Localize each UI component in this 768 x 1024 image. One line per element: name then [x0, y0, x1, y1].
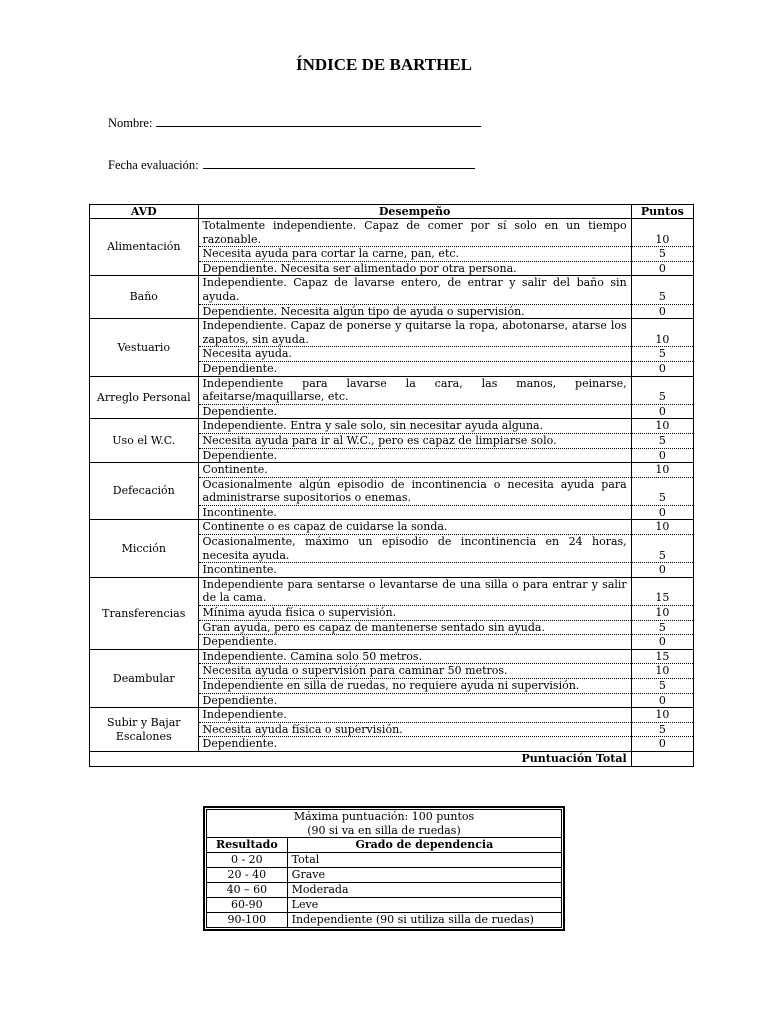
points-cell: 0	[631, 361, 693, 376]
scale-result-cell: 60-90	[207, 898, 288, 913]
points-cell: 0	[631, 304, 693, 319]
scale-degree-cell: Moderada	[287, 883, 561, 898]
name-field	[108, 114, 481, 131]
table-row	[90, 219, 694, 247]
performance-cell: Dependiente.	[198, 448, 631, 463]
performance-cell: Necesita ayuda para ir al W.C., pero es capaz de limpiarse solo.	[198, 433, 631, 448]
name-line[interactable]	[156, 114, 481, 127]
date-label: Fecha evaluación:	[108, 158, 199, 172]
points-cell: 10	[631, 708, 693, 723]
scale-row	[207, 883, 562, 898]
scale-table	[206, 809, 562, 928]
avd-cell: Vestuario	[90, 319, 199, 376]
points-cell: 5	[631, 679, 693, 694]
performance-cell: Continente.	[198, 463, 631, 478]
table-row	[90, 708, 694, 723]
avd-cell: Transferencias	[90, 577, 199, 649]
avd-cell: Baño	[90, 276, 199, 319]
scale-row	[207, 868, 562, 883]
performance-cell: Incontinente.	[198, 505, 631, 520]
performance-cell: Ocasionalmente algún episodio de incontinencia o necesita ayuda para administrarse supositorios o enemas.	[198, 477, 631, 505]
points-cell: 10	[631, 463, 693, 478]
table-body	[90, 219, 694, 752]
header-performance: Desempeño	[198, 205, 631, 219]
avd-cell: Alimentación	[90, 219, 199, 276]
points-cell: 5	[631, 535, 693, 563]
performance-cell: Independiente. Camina solo 50 metros.	[198, 649, 631, 664]
performance-cell: Ocasionalmente, máximo un episodio de incontinencia en 24 horas, necesita ayuda.	[198, 535, 631, 563]
avd-cell: Subir y Bajar Escalones	[90, 708, 199, 752]
performance-cell: Independiente para lavarse la cara, las manos, peinarse, afeitarse/maquillarse, etc.	[198, 376, 631, 404]
points-cell: 10	[631, 219, 693, 247]
performance-cell: Mínima ayuda física o supervisión.	[198, 606, 631, 621]
scale-max-cell	[207, 810, 562, 838]
points-cell: 0	[631, 261, 693, 276]
document-title: ÍNDICE DE BARTHEL	[295, 55, 473, 74]
scale-result-cell: 90-100	[207, 913, 288, 928]
performance-cell: Dependiente. Necesita algún tipo de ayuda o supervisión.	[198, 304, 631, 319]
performance-cell: Independiente.	[198, 708, 631, 723]
points-cell: 15	[631, 649, 693, 664]
points-cell: 0	[631, 737, 693, 752]
points-cell: 0	[631, 635, 693, 650]
performance-cell: Independiente para sentarse o levantarse de una silla o para entrar y salir de la cama.	[198, 577, 631, 605]
performance-cell: Independiente en silla de ruedas, no requiere ayuda ni supervisión.	[198, 679, 631, 694]
points-cell: 10	[631, 419, 693, 434]
scale-header-result: Resultado	[207, 838, 288, 853]
performance-cell: Necesita ayuda para cortar la carne, pan, etc.	[198, 247, 631, 262]
points-cell: 5	[631, 276, 693, 304]
scale-header-row	[207, 838, 562, 853]
performance-cell: Necesita ayuda física o supervisión.	[198, 722, 631, 737]
barthel-table	[89, 204, 694, 767]
avd-cell: Defecación	[90, 463, 199, 520]
table-row	[90, 419, 694, 434]
performance-cell: Continente o es capaz de cuidarse la sonda.	[198, 520, 631, 535]
performance-cell: Totalmente independiente. Capaz de comer por sí solo en un tiempo razonable.	[198, 219, 631, 247]
total-label: Puntuación Total	[90, 751, 632, 766]
points-cell: 0	[631, 404, 693, 419]
points-cell: 5	[631, 376, 693, 404]
performance-cell: Gran ayuda, pero es capaz de mantenerse sentado sin ayuda.	[198, 620, 631, 635]
table-header-row	[90, 205, 694, 219]
avd-cell: Uso el W.C.	[90, 419, 199, 463]
points-cell: 10	[631, 520, 693, 535]
performance-cell: Necesita ayuda.	[198, 347, 631, 362]
points-cell: 5	[631, 433, 693, 448]
points-cell: 5	[631, 620, 693, 635]
performance-cell: Independiente. Entra y sale solo, sin necesitar ayuda alguna.	[198, 419, 631, 434]
total-row	[90, 751, 694, 766]
date-field	[108, 156, 475, 173]
performance-cell: Incontinente.	[198, 563, 631, 578]
table-row	[90, 649, 694, 664]
performance-cell: Dependiente. Necesita ser alimentado por otra persona.	[198, 261, 631, 276]
points-cell: 0	[631, 505, 693, 520]
points-cell: 10	[631, 606, 693, 621]
scale-result-cell: 20 - 40	[207, 868, 288, 883]
table-row	[90, 376, 694, 404]
points-cell: 5	[631, 347, 693, 362]
performance-cell: Independiente. Capaz de lavarse entero, de entrar y salir del baño sin ayuda.	[198, 276, 631, 304]
scale-degree-cell: Leve	[287, 898, 561, 913]
header-avd: AVD	[90, 205, 199, 219]
points-cell: 0	[631, 693, 693, 708]
performance-cell: Dependiente.	[198, 737, 631, 752]
performance-cell: Independiente. Capaz de ponerse y quitarse la ropa, abotonarse, atarse los zapatos, sin ayuda.	[198, 319, 631, 347]
table-row	[90, 463, 694, 478]
points-cell: 10	[631, 319, 693, 347]
points-cell: 0	[631, 448, 693, 463]
total-points-cell[interactable]	[631, 751, 693, 766]
avd-cell: Arreglo Personal	[90, 376, 199, 419]
scale-max-row	[207, 810, 562, 838]
scale-degree-cell: Independiente (90 si utiliza silla de ruedas)	[287, 913, 561, 928]
scale-body	[207, 853, 562, 928]
header-points: Puntos	[631, 205, 693, 219]
scale-header-degree: Grado de dependencia	[287, 838, 561, 853]
performance-cell: Dependiente.	[198, 693, 631, 708]
date-line[interactable]	[203, 156, 475, 169]
points-cell: 15	[631, 577, 693, 605]
table-row	[90, 577, 694, 605]
scale-max-line1: Máxima puntuación: 100 puntos	[293, 810, 475, 823]
name-label: Nombre:	[108, 116, 153, 130]
table-row	[90, 520, 694, 535]
scale-degree-cell: Grave	[287, 868, 561, 883]
scale-row	[207, 913, 562, 928]
points-cell: 0	[631, 563, 693, 578]
avd-cell: Micción	[90, 520, 199, 577]
scale-row	[207, 898, 562, 913]
table-row	[90, 276, 694, 304]
table-row	[90, 319, 694, 347]
performance-cell: Necesita ayuda o supervisión para caminar 50 metros.	[198, 664, 631, 679]
scale-result-cell: 0 - 20	[207, 853, 288, 868]
points-cell: 5	[631, 722, 693, 737]
performance-cell: Dependiente.	[198, 635, 631, 650]
scale-degree-cell: Total	[287, 853, 561, 868]
performance-cell: Dependiente.	[198, 404, 631, 419]
points-cell: 10	[631, 664, 693, 679]
avd-cell: Deambular	[90, 649, 199, 707]
performance-cell: Dependiente.	[198, 361, 631, 376]
scale-max-line2: (90 si va en silla de ruedas)	[307, 823, 461, 837]
scale-result-cell: 40 – 60	[207, 883, 288, 898]
points-cell: 5	[631, 247, 693, 262]
points-cell: 5	[631, 477, 693, 505]
scale-row	[207, 853, 562, 868]
